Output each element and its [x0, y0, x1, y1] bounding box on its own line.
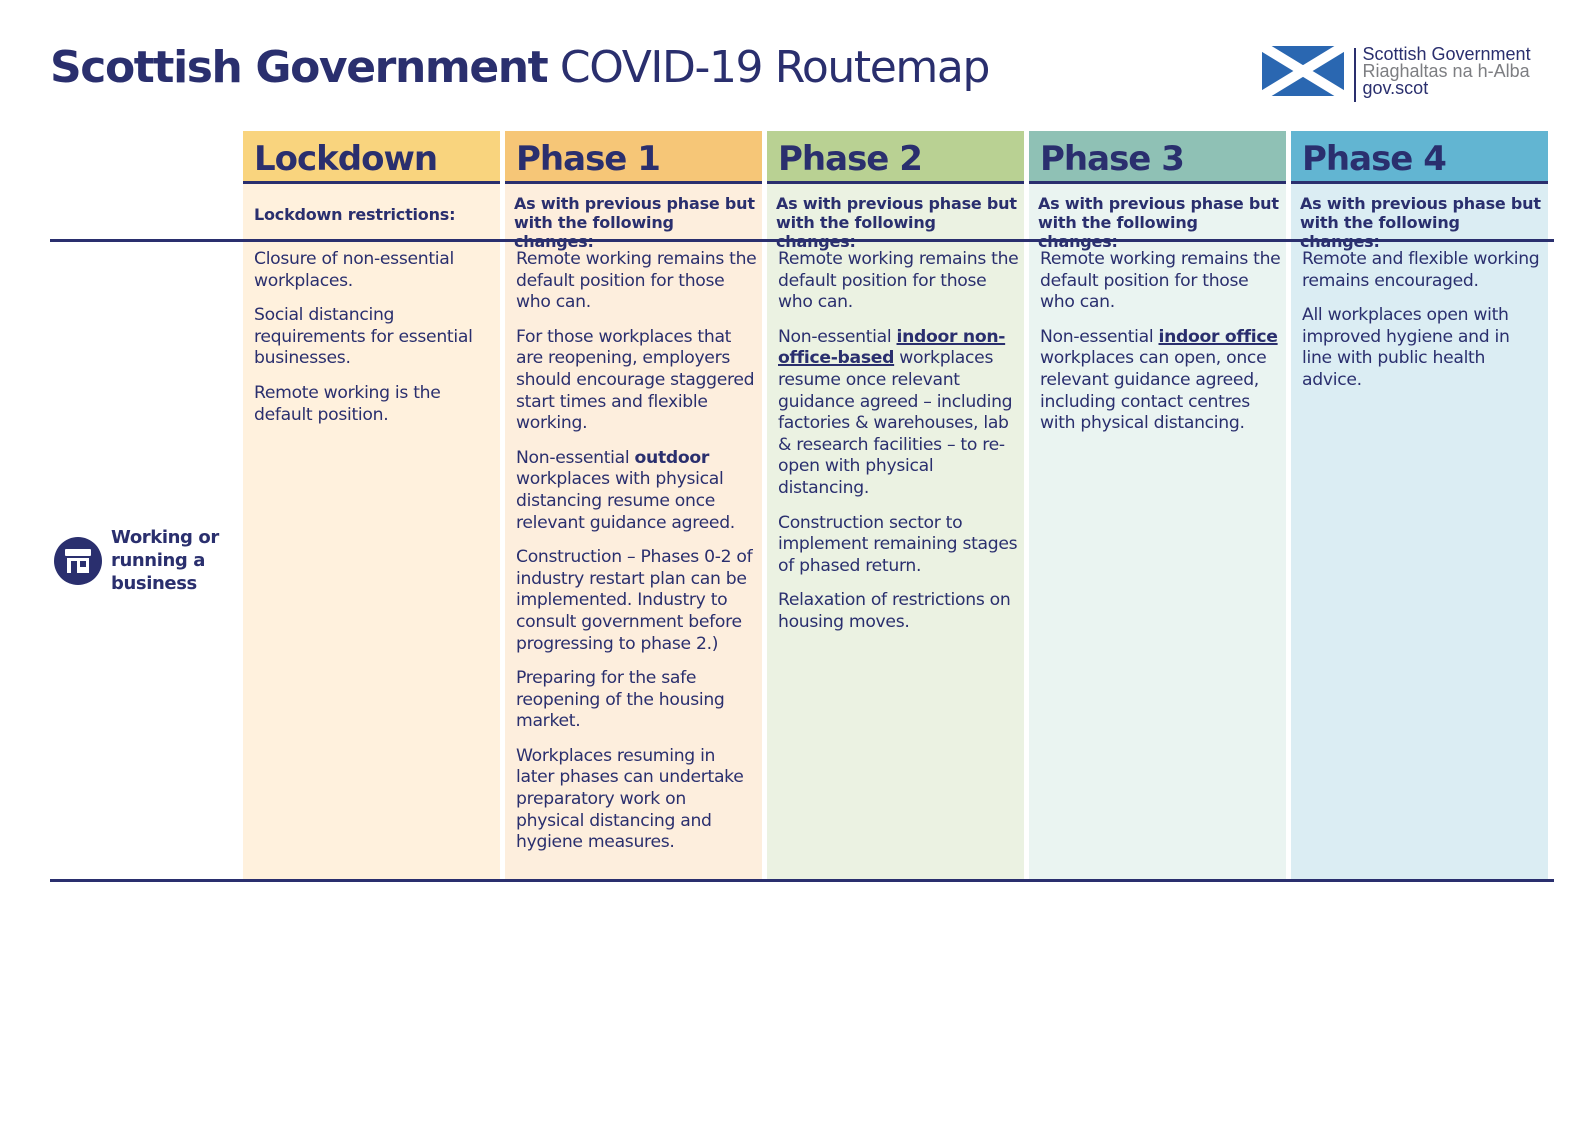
column-item [778, 249, 1020, 314]
item-text: Construction – Phases 0-2 of industry restart plan can be implemented. Industry to consult government before progressing to phase 2.) [516, 547, 753, 654]
column-subtitle: Lockdown restrictions: [254, 205, 456, 224]
column-item [778, 327, 1020, 500]
column-item [1040, 249, 1282, 314]
row-label-line: Working or [111, 527, 219, 548]
column-title: Phase 4 [1291, 131, 1548, 184]
item-text: workplaces can open, once relevant guidance agreed, including contact centres with physical distancing. [1040, 348, 1267, 434]
column-subtitle: As with previous phase but with the following [1300, 194, 1541, 232]
item-text: Non-essential [778, 326, 897, 347]
item-text: workplaces with physical distancing resume once relevant guidance agreed. [516, 469, 735, 533]
emphasis-text: outdoor [634, 447, 710, 468]
column-subtitle: As with previous phase but with the following [1038, 194, 1279, 232]
item-text: Non-essential [516, 447, 635, 468]
logo-line-gaelic: Riaghaltas na h-Alba [1362, 61, 1530, 81]
column-item [1040, 327, 1282, 435]
logo-divider [1354, 48, 1356, 102]
column-title: Lockdown [243, 131, 500, 184]
table-rule-top [50, 239, 1554, 242]
item-text: Remote working is the default position. [254, 382, 441, 425]
column-phase-1 [505, 131, 762, 880]
column-body [1040, 249, 1282, 448]
item-text: Workplaces resuming in later phases can undertake preparatory work on physical distancing and hygiene measures. [516, 745, 744, 853]
column-item [516, 448, 758, 534]
row-label-line: running a [111, 550, 206, 571]
column-item [516, 668, 758, 733]
column-subtitle: As with previous phase but with the following [776, 194, 1017, 232]
column-item [254, 249, 496, 292]
logo-line-url: gov.scot [1362, 78, 1429, 98]
column-item [516, 547, 758, 655]
item-text: Remote working remains the default position for those who can. [516, 249, 757, 313]
table-rule-bottom [50, 879, 1554, 882]
column-item [516, 249, 758, 314]
item-text: Relaxation of restrictions on housing moves. [778, 590, 1011, 632]
saltire-flag-icon [1262, 46, 1344, 96]
emphasis-text: indoor office [1158, 326, 1278, 347]
column-item [254, 383, 496, 426]
column-item [778, 513, 1020, 578]
scottish-government-logo [1262, 46, 1531, 102]
item-text: Social distancing requirements for essential businesses. [254, 305, 473, 369]
column-body [1302, 249, 1544, 405]
column-phase-4 [1291, 131, 1548, 880]
column-phase-2 [767, 131, 1024, 880]
column-title: Phase 3 [1029, 131, 1286, 184]
column-item [516, 746, 758, 854]
row-label-line: business [111, 573, 197, 594]
column-body [516, 249, 758, 867]
column-body [778, 249, 1020, 647]
logo-line-english: Scottish Government [1362, 44, 1531, 64]
item-text: All workplaces open with improved hygiene and in line with public health advice. [1302, 305, 1510, 390]
column-item [778, 590, 1020, 633]
item-text: Closure of non-essential workplaces. [254, 249, 454, 291]
item-text: Non-essential [1040, 326, 1159, 347]
column-item [516, 327, 758, 435]
page-title-bold: Scottish Government [50, 42, 548, 93]
row-label-text [111, 526, 219, 595]
column-lockdown [243, 131, 500, 880]
column-title: Phase 1 [505, 131, 762, 184]
column-subtitle: As with previous phase but with the following [514, 194, 755, 232]
row-label-working [54, 526, 219, 595]
emphasis-text: indoor non-office-based [778, 326, 1006, 369]
item-text: Remote working remains the default position for those who can. [778, 249, 1019, 313]
logo-words [1363, 46, 1531, 97]
page-title-light: COVID-19 Routemap [559, 42, 989, 93]
shop-icon [54, 537, 102, 585]
column-item [254, 305, 496, 370]
item-text: For those workplaces that are reopening, employers should encourage staggered start times and flexible working. [516, 326, 755, 434]
item-text: Remote working remains the default position for those who can. [1040, 249, 1281, 313]
item-text: Preparing for the safe reopening of the housing market. [516, 668, 725, 732]
column-body [254, 249, 496, 439]
page-title [50, 40, 989, 96]
column-phase-3 [1029, 131, 1286, 880]
column-item [1302, 249, 1544, 292]
item-text: Construction sector to implement remaining stages of phased return. [778, 512, 1018, 576]
item-text: Remote and flexible working remains encouraged. [1302, 249, 1540, 291]
column-item [1302, 305, 1544, 391]
column-title: Phase 2 [767, 131, 1024, 184]
item-text: workplaces resume once relevant guidance agreed – including factories & warehouses, lab & research facilities – to re-open with physical distancing. [778, 348, 1013, 498]
